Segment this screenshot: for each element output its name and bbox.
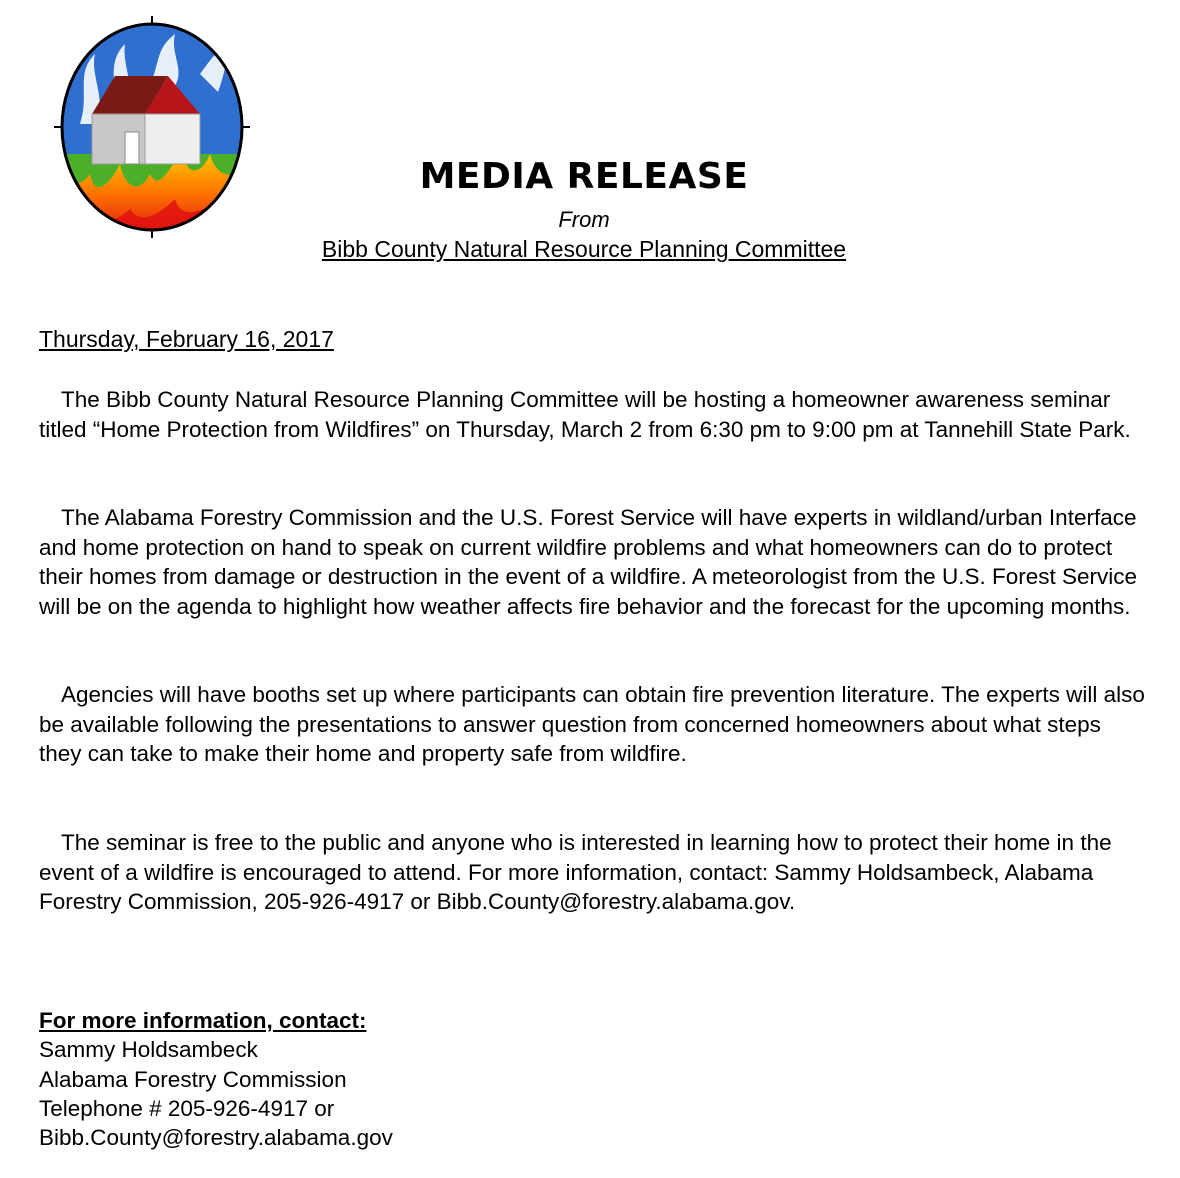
page-title: MEDIA RELEASE xyxy=(419,156,749,197)
contact-phone: Telephone # 205-926-4917 or xyxy=(39,1095,335,1121)
body-paragraph-4: The seminar is free to the public and anyone who is interested in learning how to protect their home in the event of a wildfire is encouraged to attend. For more information, contact: Sammy Holdsambeck, Alabama Forestry Commission, 205-926-4917 or Bibb.County@forestry.alabama.gov. xyxy=(39,830,1112,914)
body-paragraph-2: The Alabama Forestry Commission and the U.S. Forest Service will have experts in wildland/urban Interface and home protection on hand to speak on current wildfire problems and what homeowners can do to protect their homes from damage or destruction in the event of a wildfire. A meteorologist from the U.S. Forest Service will be on the agenda to highlight how weather affects fire behavior and the forecast for the upcoming months. xyxy=(39,505,1137,619)
body-paragraph-3: Agencies will have booths set up where participants can obtain fire prevention literature. The experts will also be available following the presentations to answer question from concerned homeowners about what steps they can take to make their home and property safe from wildfire. xyxy=(39,682,1145,766)
from-label: From xyxy=(558,207,610,232)
body-paragraph-1: The Bibb County Natural Resource Planning Committee will be hosting a homeowner awareness seminar titled “Home Protection from Wildfires” on Thursday, March 2 from 6:30 pm to 9:00 pm at Tannehill State Park. xyxy=(39,387,1131,442)
contact-agency: Alabama Forestry Commission xyxy=(39,1066,347,1092)
contact-name: Sammy Holdsambeck xyxy=(39,1037,258,1063)
contact-block xyxy=(39,1006,393,1152)
contact-heading: For more information, contact: xyxy=(39,1008,367,1033)
organization-name: Bibb County Natural Resource Planning Committee xyxy=(321,236,847,262)
contact-email: Bibb.County@forestry.alabama.gov xyxy=(39,1125,393,1151)
release-date: Thursday, February 16, 2017 xyxy=(39,326,334,352)
